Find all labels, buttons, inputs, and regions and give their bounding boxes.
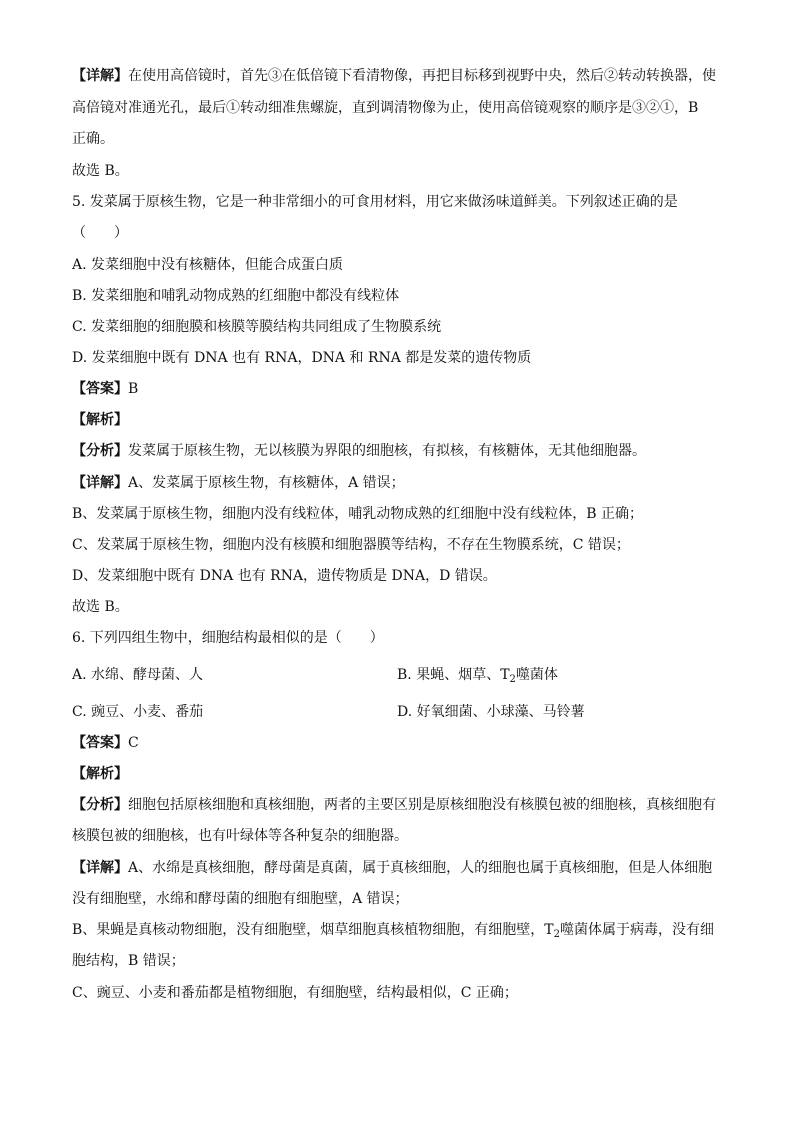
question-6-option-d: D. 好氧细菌、小球藻、马铃薯 (397, 704, 585, 720)
question-5-option-c: C. 发菜细胞的细胞膜和核膜等膜结构共同组成了生物膜系统 (72, 319, 442, 335)
detail-text: A、发菜属于原核生物，有核糖体，A 错误； (128, 475, 405, 491)
question-5-conclusion: 故选 B。 (72, 599, 129, 615)
detail-paragraph-line (72, 66, 716, 86)
detail-paragraph-line: 正确。 (72, 131, 114, 147)
question-6-option-c: C. 豌豆、小麦、番茄 (72, 704, 204, 720)
option-b-subscript: 2 (509, 674, 516, 685)
detail-text: A、水绵是真核细胞，酵母菌是真菌，属于真核细胞，人的细胞也属于真核细胞，但是人体细胞 (128, 860, 713, 876)
question-5-answer (72, 379, 138, 399)
question-5-detail-d: D、发菜细胞中既有 DNA 也有 RNA，遗传物质是 DNA，D 错误。 (72, 568, 497, 584)
question-5-stem: 5. 发菜属于原核生物，它是一种非常细小的可食用材料，用它来做汤味道鲜美。下列叙述正确的是 (72, 194, 678, 210)
analysis-sub-tag: 【分析】 (72, 443, 128, 459)
answer-tag: 【答案】 (72, 381, 128, 397)
analysis-sub-tag: 【分析】 (72, 797, 128, 813)
conclusion: 故选 B。 (72, 163, 129, 179)
question-5-blank: （ ） (72, 225, 128, 241)
question-6-analysis-line2: 核膜包被的细胞核，也有叶绿体等各种复杂的细胞器。 (72, 828, 408, 844)
question-5-detail-b: B、发菜属于原核生物，细胞内没有线粒体，哺乳动物成熟的红细胞中没有线粒体，B 正确； (72, 506, 644, 522)
question-6-detail-a (72, 858, 712, 878)
analysis-text: 细胞包括原核细胞和真核细胞，两者的主要区别是原核细胞没有核膜包被的细胞核，真核细胞有 (128, 797, 716, 813)
option-b-text: B. 果蝇、烟草、T (397, 667, 510, 683)
option-b-text-tail: 噬菌体 (515, 667, 558, 683)
answer-value: B (128, 381, 139, 397)
answer-value: C (128, 735, 139, 751)
question-5-option-d: D. 发菜细胞中既有 DNA 也有 RNA，DNA 和 RNA 都是发菜的遗传物质 (72, 350, 532, 366)
question-6-option-a: A. 水绵、酵母菌、人 (72, 667, 204, 683)
question-6-detail-b (72, 920, 714, 940)
detail-b-text-tail: 噬菌体属于病毒，没有细 (560, 922, 714, 938)
question-5-detail-c: C、发菜属于原核生物，细胞内没有核膜和细胞器膜等结构，不存在生物膜系统，C 错误； (72, 537, 630, 553)
answer-tag: 【答案】 (72, 735, 128, 751)
analysis-tag: 【解析】 (72, 412, 128, 428)
question-6-detail-b-line2: 胞结构，B 错误； (72, 953, 185, 969)
detail-tag: 【详解】 (72, 475, 128, 491)
question-6-analysis (72, 795, 716, 815)
detail-b-text: B、果蝇是真核动物细胞，没有细胞壁，烟草细胞真核植物细胞，有细胞壁，T (72, 922, 554, 938)
detail-tag: 【详解】 (72, 860, 128, 876)
analysis-text: 发菜属于原核生物，无以核膜为界限的细胞核，有拟核，有核糖体，无其他细胞器。 (128, 443, 646, 459)
question-5-option-a: A. 发菜细胞中没有核糖体，但能合成蛋白质 (72, 257, 344, 273)
detail-tag: 【详解】 (72, 68, 128, 84)
question-6-detail-a-line2: 没有细胞壁，水绵和酵母菌的细胞有细胞壁，A 错误； (72, 891, 409, 907)
analysis-tag: 【解析】 (72, 766, 128, 782)
question-6-stem: 6. 下列四组生物中，细胞结构最相似的是（ ） (72, 630, 384, 646)
question-5-detail-a (72, 473, 405, 493)
question-6-answer (72, 733, 139, 753)
question-5-analysis-tag (72, 410, 128, 430)
detail-paragraph-line: 高倍镜对准通光孔，最后①转动细准焦螺旋，直到调清物像为止，使用高倍镜观察的顺序是③②①，B (72, 100, 699, 116)
question-5-option-b: B. 发菜细胞和哺乳动物成熟的红细胞中都没有线粒体 (72, 288, 400, 304)
detail-b-subscript: 2 (553, 929, 560, 940)
question-6-detail-c: C、豌豆、小麦和番茄都是植物细胞，有细胞壁，结构最相似，C 正确； (72, 985, 518, 1001)
question-6-analysis-tag (72, 764, 128, 784)
detail-text: 在使用高倍镜时，首先③在低倍镜下看清物像，再把目标移到视野中央，然后②转动转换器，使 (128, 68, 716, 84)
question-5-analysis (72, 441, 646, 461)
question-6-option-b (397, 665, 558, 685)
